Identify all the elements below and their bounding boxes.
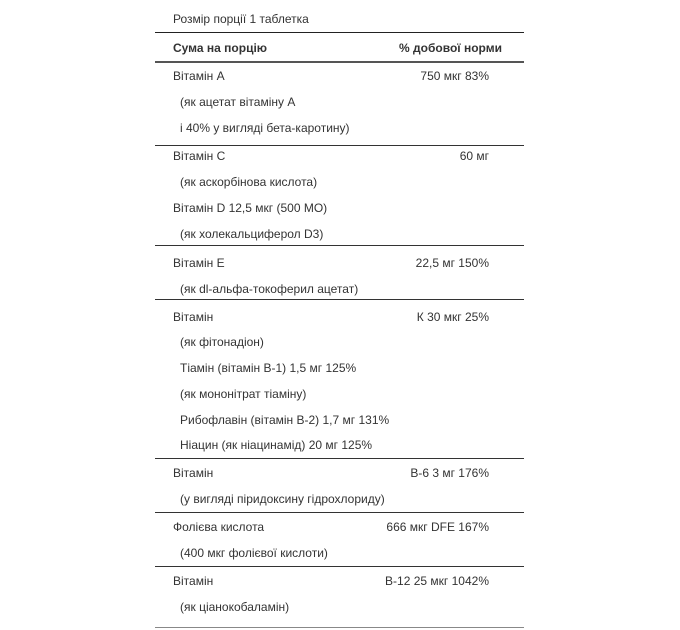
nutrient-row [155,304,524,330]
nutrient-detail-row [155,381,524,407]
nutrient-detail: (як мононітрат тіаміну) [180,387,307,401]
nutrient-name: Вітамін [173,574,214,588]
nutrient-section-vitamin-a [155,62,524,146]
nutrient-name: Вітамін А [173,69,225,83]
nutrient-name: Фолієва кислота [173,520,265,534]
nutrient-detail: (як холекальциферол D3) [180,227,324,241]
nutrient-row [155,143,524,169]
nutrient-detail-row [155,594,524,620]
nutrient-detail: (як фітонадіон) [180,335,264,349]
nutrient-detail: (як ціанокобаламін) [180,600,290,614]
nutrient-detail: Ніацин (як ніацинамід) 20 мг 125% [180,438,373,452]
nutrient-detail-row [155,276,524,302]
nutrient-row [155,460,524,486]
nutrient-detail: (як ацетат вітаміну А [180,95,296,109]
nutrient-detail-row [155,432,524,458]
nutrient-amount: К 30 мкг 25% [416,310,489,324]
table-header [155,32,524,63]
nutrient-section-vitamin-b12 [155,567,524,621]
nutrient-amount: 666 мкг DFE 167% [386,520,489,534]
daily-value-header: % добової норми [399,41,502,55]
nutrient-amount: 22,5 мг 150% [415,256,489,270]
amount-per-serving-header: Сума на порцію [173,41,268,55]
nutrient-row [155,63,524,89]
nutrient-amount: В-12 25 мкг 1042% [385,574,489,588]
nutrient-name: Вітамін C [173,149,226,163]
nutrient-detail: (як dl-альфа-токоферил ацетат) [180,282,359,296]
nutrient-detail: (400 мкг фолієвої кислоти) [180,546,328,560]
nutrient-row [155,568,524,594]
nutrient-section-folic-acid [155,513,524,567]
nutrient-row [155,514,524,540]
nutrient-detail: (у вигляді піридоксину гідрохлориду) [180,492,385,506]
nutrient-name: Вітамін [173,310,214,324]
nutrient-detail: Тіамін (вітамін В-1) 1,5 мг 125% [180,361,357,375]
nutrient-detail-row [155,221,524,247]
serving-size: Розмір порції 1 таблетка [173,12,309,26]
nutrient-detail-row [155,486,524,512]
table-bottom-divider [155,627,524,628]
nutrient-detail-row [155,355,524,381]
nutrient-detail-row [155,329,524,355]
nutrient-section-vitamin-b6 [155,459,524,513]
nutrient-name: Вітамін Е [173,256,225,270]
nutrient-amount: 750 мкг 83% [420,69,489,83]
nutrient-detail: (як аскорбінова кислота) [180,175,318,189]
nutrient-section-vitamin-e [155,246,524,300]
nutrient-detail-row [155,540,524,566]
nutrient-row [155,250,524,276]
nutrient-section-vitamin-c [155,146,524,246]
nutrient-detail-row [155,169,524,195]
nutrient-section-vitamin-k [155,300,524,459]
nutrient-amount: 60 мг [459,149,489,163]
nutrient-detail-row [155,89,524,115]
nutrient-amount: В-6 3 мг 176% [410,466,489,480]
nutrient-detail-row [155,115,524,141]
nutrient-detail: Рибофлавін (вітамін В-2) 1,7 мг 131% [180,413,390,427]
nutrient-detail-row [155,195,524,221]
nutrient-detail: Вітамін D 12,5 мкг (500 МО) [173,201,328,215]
nutrient-name: Вітамін [173,466,214,480]
nutrient-detail: і 40% у вигляді бета-каротину) [180,121,350,135]
nutrient-detail-row [155,407,524,433]
